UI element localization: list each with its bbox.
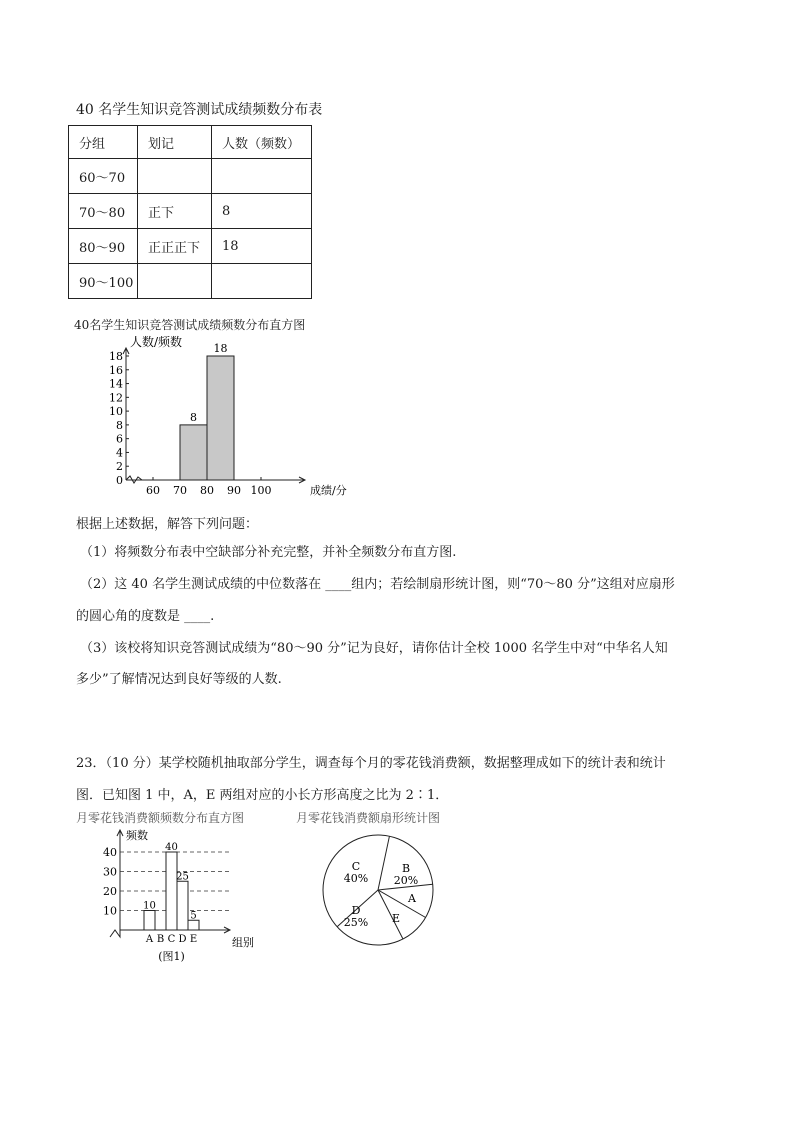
- histogram1-title: 40名学生知识竞答测试成绩频数分布直方图: [74, 318, 306, 332]
- bar-value-label: 25: [176, 871, 189, 883]
- histogram-bar: [144, 911, 155, 931]
- x-axis-label: 组别: [232, 936, 254, 949]
- table-cell: [138, 264, 212, 299]
- histogram-bar: [177, 881, 188, 930]
- histogram2-title: 月零花钱消费额频数分布直方图: [76, 811, 245, 825]
- x-tick-label: 100: [250, 484, 272, 497]
- bar-value-label: 10: [143, 900, 156, 912]
- pie-slice-percent: 20%: [393, 874, 419, 887]
- y-tick-label: 4: [116, 446, 123, 460]
- histogram-bar: [180, 425, 207, 480]
- table-cell: [212, 159, 312, 194]
- pie-title: 月零花钱消费额扇形统计图: [296, 811, 441, 825]
- y-tick-label: 14: [109, 377, 123, 391]
- bar-value-label: 5: [190, 910, 197, 922]
- x-tick-label: 80: [200, 484, 214, 497]
- y-tick-label: 8: [116, 418, 123, 432]
- x-tick-label: D: [178, 934, 187, 945]
- table-row: [69, 229, 312, 264]
- q23-line1: 23．（10 分）某学校随机抽取部分学生，调查每个月的零花钱消费额，数据整理成如下的统计表和统计: [76, 756, 666, 771]
- x-tick-label: E: [189, 934, 198, 945]
- y-tick-label: 40: [103, 846, 117, 859]
- table-cell: 60～70: [69, 159, 138, 194]
- x-tick-label: 60: [146, 484, 160, 497]
- histogram-bar: [207, 356, 234, 480]
- y-tick-label: 0: [116, 474, 123, 487]
- pie-slice-percent: 25%: [343, 916, 369, 929]
- histogram-bar: [188, 920, 199, 930]
- table-row: [69, 264, 312, 299]
- table-cell: 8: [212, 194, 312, 229]
- table-cell: 正下: [138, 194, 212, 229]
- y-tick-label: 10: [109, 405, 123, 419]
- y-tick-label: 10: [103, 904, 117, 918]
- table-header-row: [69, 126, 312, 159]
- bar-value-label: 8: [190, 410, 197, 424]
- y-tick-label: 12: [109, 391, 123, 405]
- q22-part2-line1: （2）这 40 名学生测试成绩的中位数落在 ____组内；若绘制扇形统计图，则“70～80 分”这组对应扇形: [80, 577, 675, 592]
- table-cell: [212, 264, 312, 299]
- q22-intro: 根据上述数据，解答下列问题：: [76, 517, 259, 532]
- q23-line2: 图．已知图 1 中，A，E 两组对应的小长方形高度之比为 2∶1．: [76, 788, 449, 803]
- y-tick-label: 20: [103, 885, 117, 898]
- histogram1-chart: [90, 332, 350, 502]
- pie-slice-label: D: [351, 904, 361, 917]
- table-cell: 正正正下: [138, 229, 212, 264]
- y-tick-label: 6: [116, 432, 123, 446]
- y-tick-label: 18: [109, 350, 123, 363]
- pie-slice-label: B: [401, 862, 411, 875]
- axis-break: [110, 930, 120, 937]
- x-axis-label: 成绩/分: [310, 484, 347, 497]
- pie-slice-percent: 40%: [343, 872, 369, 885]
- header-cell: 划记: [138, 126, 212, 159]
- y-tick-label: 2: [116, 460, 123, 474]
- table-cell: 80～90: [69, 229, 138, 264]
- frequency-table: [68, 125, 312, 299]
- table-cell: 90～100: [69, 264, 138, 299]
- bar-value-label: 40: [165, 842, 178, 853]
- x-tick-label: 90: [227, 484, 241, 497]
- y-tick-label: 30: [103, 865, 117, 879]
- histogram2-chart: [90, 826, 270, 966]
- table-cell: [138, 159, 212, 194]
- q22-part3-line2: 多少”了解情况达到良好等级的人数.: [76, 672, 282, 687]
- q22-part1: （1）将频数分布表中空缺部分补充完整，并补全频数分布直方图.: [80, 545, 457, 560]
- table-row: [69, 194, 312, 229]
- x-tick-label: B: [156, 934, 165, 945]
- table-cell: 18: [212, 229, 312, 264]
- y-axis-label: 频数: [126, 829, 148, 842]
- x-tick-label: A: [145, 934, 154, 945]
- bar-value-label: 18: [213, 342, 228, 355]
- x-tick-label: C: [167, 934, 176, 945]
- pie-slice-label: A: [408, 892, 416, 905]
- histogram-bar: [166, 852, 177, 930]
- table-title: 40 名学生知识竞答测试成绩频数分布表: [76, 102, 323, 118]
- table-row: [69, 159, 312, 194]
- table-cell: 70～80: [69, 194, 138, 229]
- header-cell: 人数（频数）: [212, 126, 312, 159]
- y-axis-label: 人数/频数: [130, 335, 183, 349]
- header-cell: 分组: [69, 126, 138, 159]
- pie-slice-label: E: [391, 912, 401, 925]
- pie-slice-label: C: [351, 860, 361, 873]
- figure-caption: (图1): [158, 950, 185, 963]
- q22-part3-line1: （3）该校将知识竞答测试成绩为“80～90 分”记为良好，请你估计全校 1000 名学生中对“中华名人知: [80, 641, 668, 656]
- q22-part2-line2: 的圆心角的度数是 ____.: [76, 609, 215, 624]
- y-tick-label: 16: [109, 363, 123, 377]
- pie-chart: [318, 830, 438, 950]
- x-tick-label: 70: [173, 484, 187, 497]
